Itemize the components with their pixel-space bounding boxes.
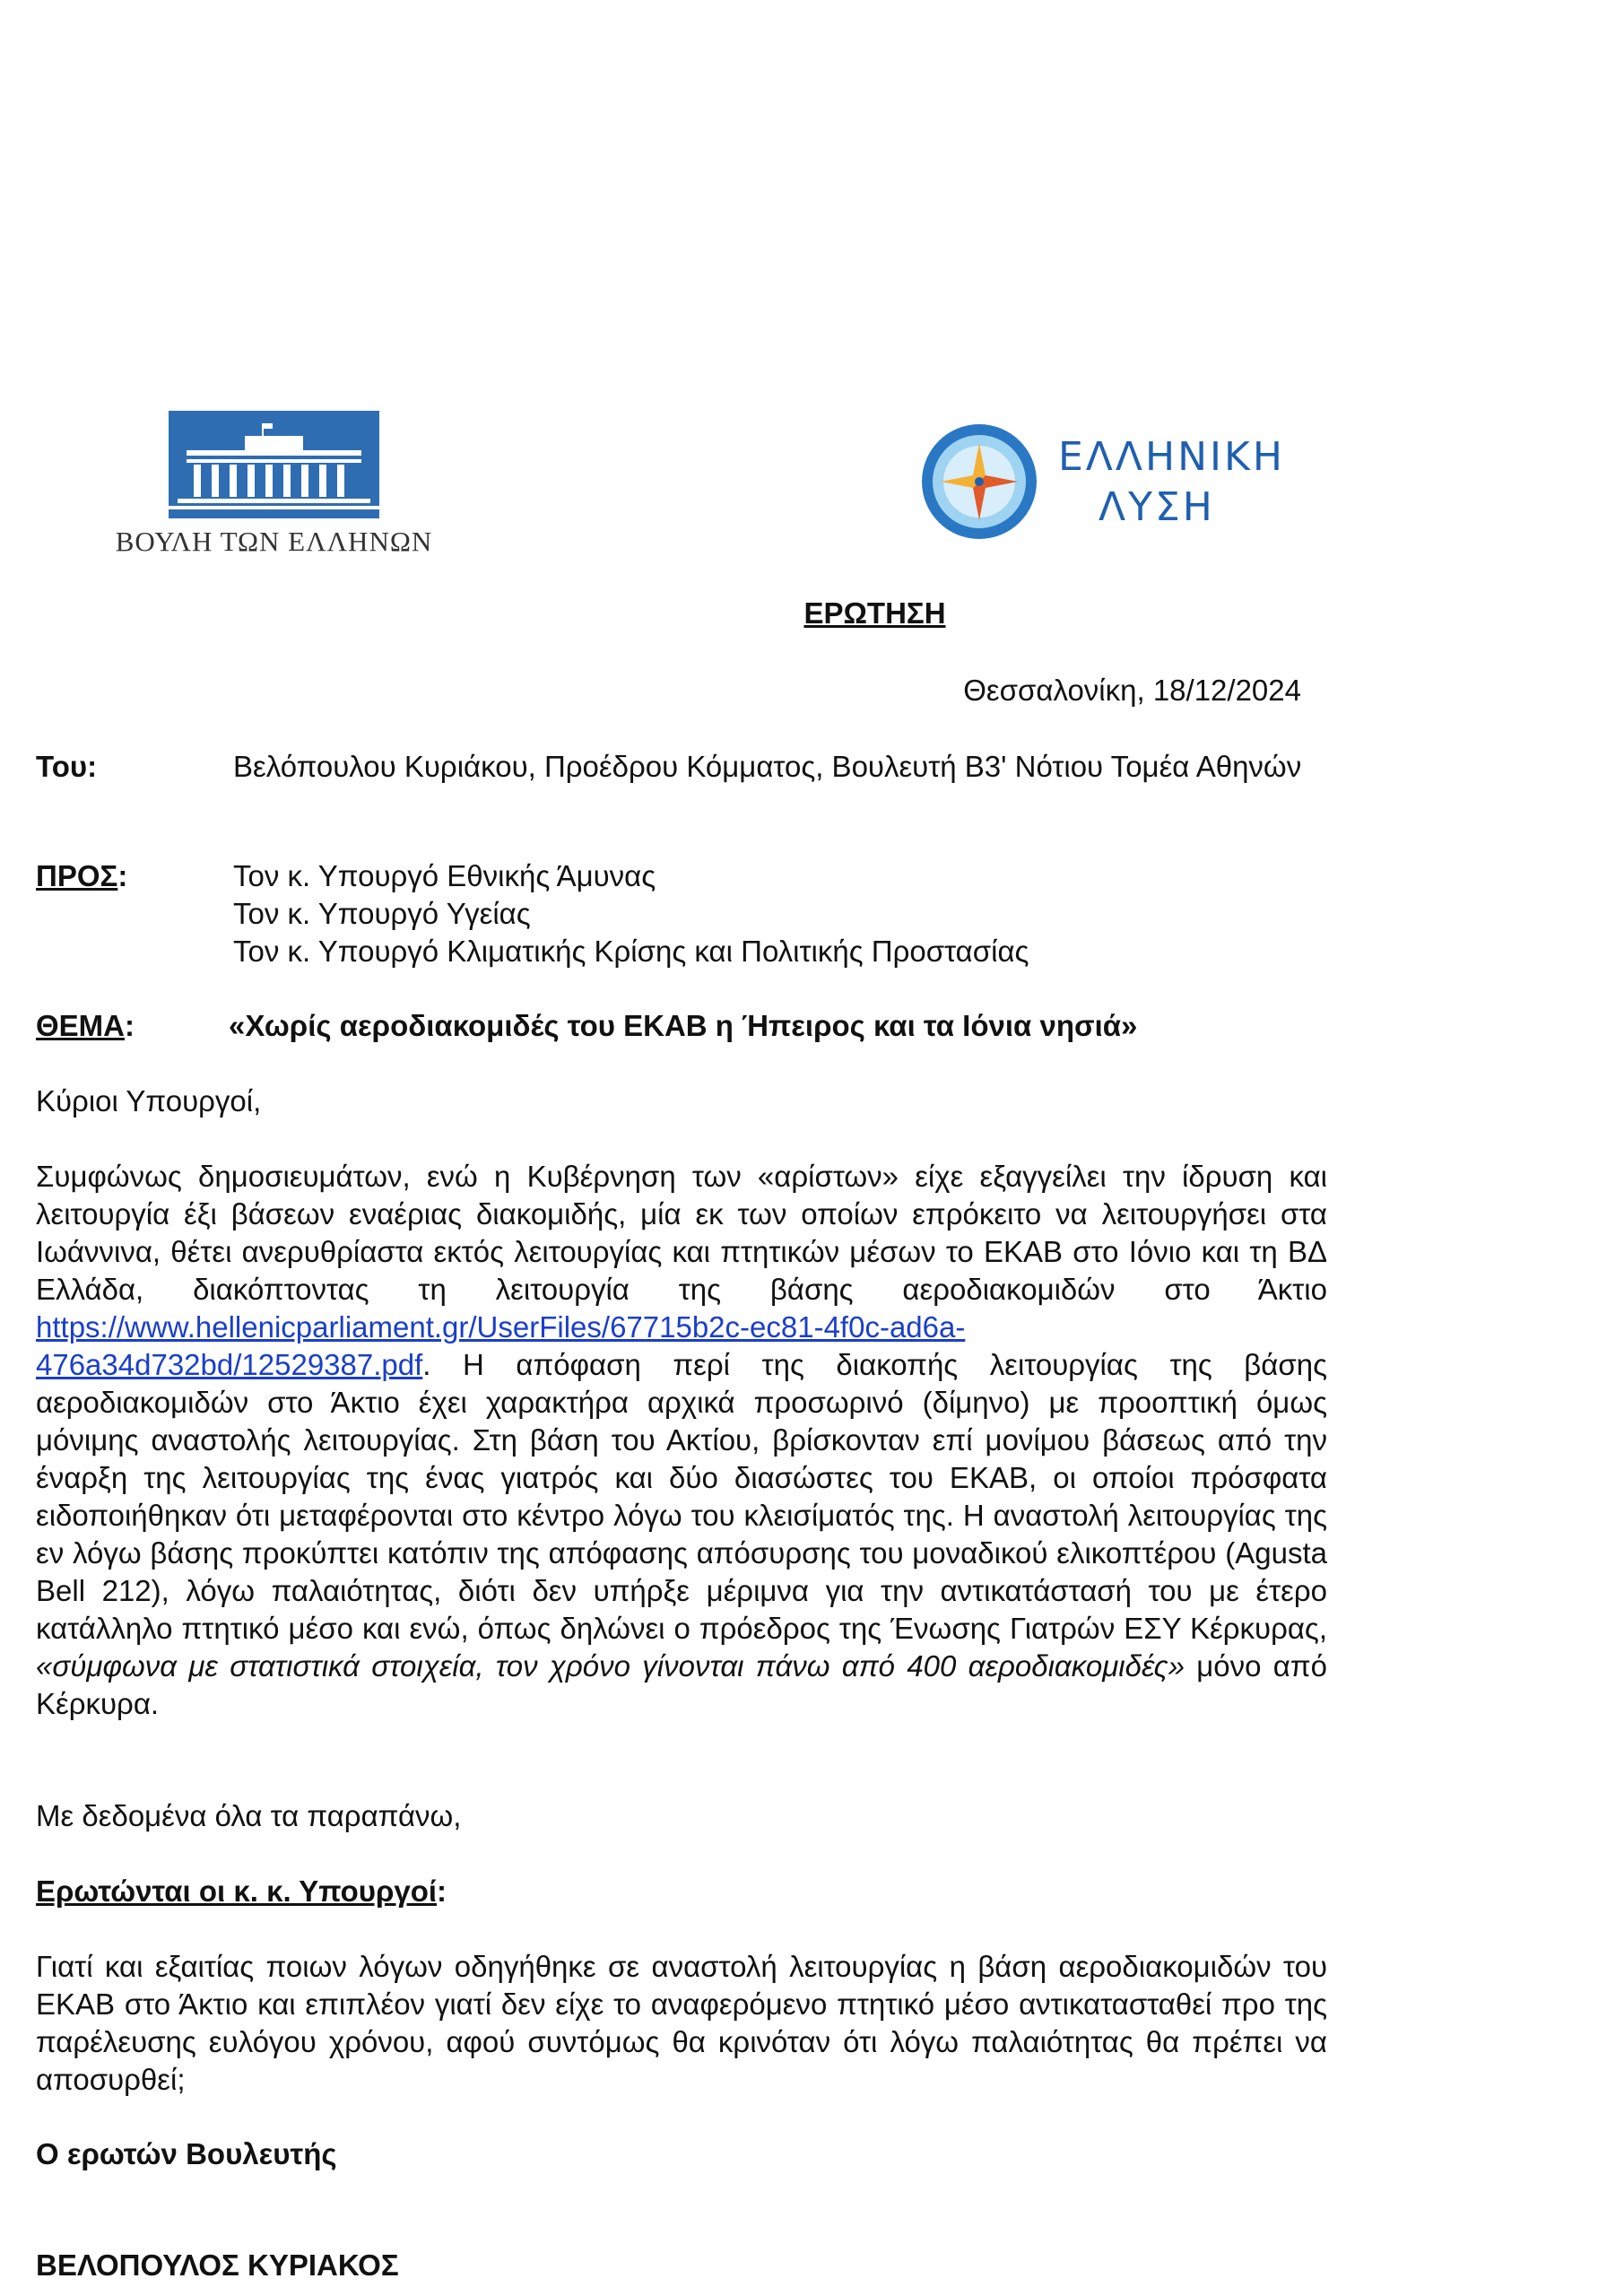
recipient-climate: Τον κ. Υπουργό Κλιματικής Κρίσης και Πολιτικής Προστασίας — [233, 935, 1029, 968]
from-label: Του: — [36, 750, 98, 783]
party-logo — [919, 422, 1296, 547]
subject-value: «Χωρίς αεροδιακομιδές του ΕΚΑΒ η Ήπειρος και τα Ιόνια νησιά» — [229, 1009, 1138, 1042]
parliament-document-link[interactable]: https://www.hellenicparliament.gr/UserFiles/67715b2c-ec81-4f0c-ad6a-476a34d732bd/12529387.pdf — [36, 1310, 966, 1381]
to-recipients — [233, 857, 1327, 970]
to-row — [36, 857, 1327, 974]
question-paragraph: Γιατί και εξαιτίας ποιων λόγων οδηγήθηκε σε αναστολή λειτουργίας η βάση αεροδιακομιδών του ΕΚΑΒ στο Άκτιο και επιπλέον γιατί δεν είχε το αναφερόμενο πτητικό μέσο αντικατασταθεί προ της παρέλευσης ευλόγου χρόνου, αφού συντόμως θα κρινόταν ότι λόγω παλαιότητας θα πρέπει να αποσυρθεί; — [36, 1950, 1327, 2096]
given-line: Με δεδομένα όλα τα παραπάνω, — [36, 1799, 462, 1832]
recipient-health: Τον κ. Υπουργό Υγείας — [233, 897, 531, 930]
subject-row — [36, 1007, 1327, 1048]
compass-icon — [919, 422, 1040, 543]
salutation: Κύριοι Υπουργοί, — [36, 1084, 262, 1118]
parliament-caption: ΒΟΥΛΗ ΤΩΝ ΕΛΛΗΝΩΝ — [115, 526, 433, 557]
asked-heading: Ερωτώνται οι κ. κ. Υπουργοί: — [36, 1874, 447, 1908]
signature-role: Ο ερωτών Βουλευτής — [36, 2137, 337, 2170]
party-name-line2: ΛΥΣΗ — [1099, 484, 1215, 530]
party-name-line1: ΕΛΛΗΝΙΚΗ — [1058, 434, 1285, 480]
signature-name: ΒΕΛΟΠΟΥΛΟΣ ΚΥΡΙΑΚΟΣ — [36, 2248, 399, 2282]
parliament-building-icon — [169, 411, 379, 518]
subject-label: ΘΕΜΑ: — [36, 1009, 135, 1042]
body-paragraph: Συμφώνως δημοσιευμάτων, ενώ η Κυβέρνηση των «αρίστων» είχε εξαγγείλει την ίδρυση και λειτουργία έξι βάσεων εναέριας διακομιδής, μία εκ των οποίων επρόκειτο να λειτουργήσει στα Ιωάννινα, θέτει ανερυθρίαστα εκτός λειτουργίας και πτητικών μέσων το ΕΚΑΒ στο Ιόνιο και τη ΒΔ Ελλάδα, διακόπτοντας τη λειτουργία της βάσης αεροδιακομιδών στο Άκτιο https://www.hellenicparliament.gr/UserFiles/67715b2c-ec81-4f0c-ad6a-476a34d732bd/12529387.pdf. Η απόφαση περί της διακοπής λειτουργίας της βάσης αεροδιακομιδών στο Άκτιο έχει χαρακτήρα αρχικά προσωρινό (δίμηνο) με προοπτική όμως μόνιμης αναστολής λειτουργίας. Στη βάση του Ακτίου, βρίσκονταν επί μονίμου βάσεως από την έναρξη της λειτουργίας της ένας γιατρός και δύο διασώστες του ΕΚΑΒ, οι οποίοι πρόσφατα ειδοποιήθηκαν ότι μεταφέρονται στο κέντρο λόγω του κλεισίματός της. Η αναστολή λειτουργίας της εν λόγω βάσης προκύπτει κατόπιν της απόφασης απόσυρσης του μοναδικού ελικοπτέρου (Agusta Bell 212), λόγω παλαιότητας, διότι δεν υπήρξε μέριμνα για την αντικατάστασή του με έτερο κατάλληλο πτητικό μέσο και ενώ, όπως δηλώνει ο πρόεδρος της Ένωσης Γιατρών ΕΣΥ Κέρκυρας, «σύμφωνα με στατιστικά στοιχεία, τον χρόνο γίνονται πάνω από 400 αεροδιακομιδές» μόνο από Κέρκυρα. — [36, 1160, 1327, 1720]
place-date: Θεσσαλονίκη, 18/12/2024 — [963, 674, 1301, 707]
from-row — [36, 748, 1327, 829]
recipient-defense: Τον κ. Υπουργό Εθνικής Άμυνας — [233, 859, 656, 892]
parliament-logo — [97, 411, 451, 563]
document-title: ΕΡΩΤΗΣΗ — [803, 596, 946, 630]
from-value: Βελόπουλου Κυριάκου, Προέδρου Κόμματος, Βουλευτή Β3' Νότιου Τομέα Αθηνών — [233, 750, 1302, 783]
to-label: ΠΡΟΣ: — [36, 859, 128, 892]
statistics-quote: «σύμφωνα με στατιστικά στοιχεία, τον χρόνο γίνονται πάνω από 400 αεροδιακομιδές» — [36, 1649, 1185, 1683]
